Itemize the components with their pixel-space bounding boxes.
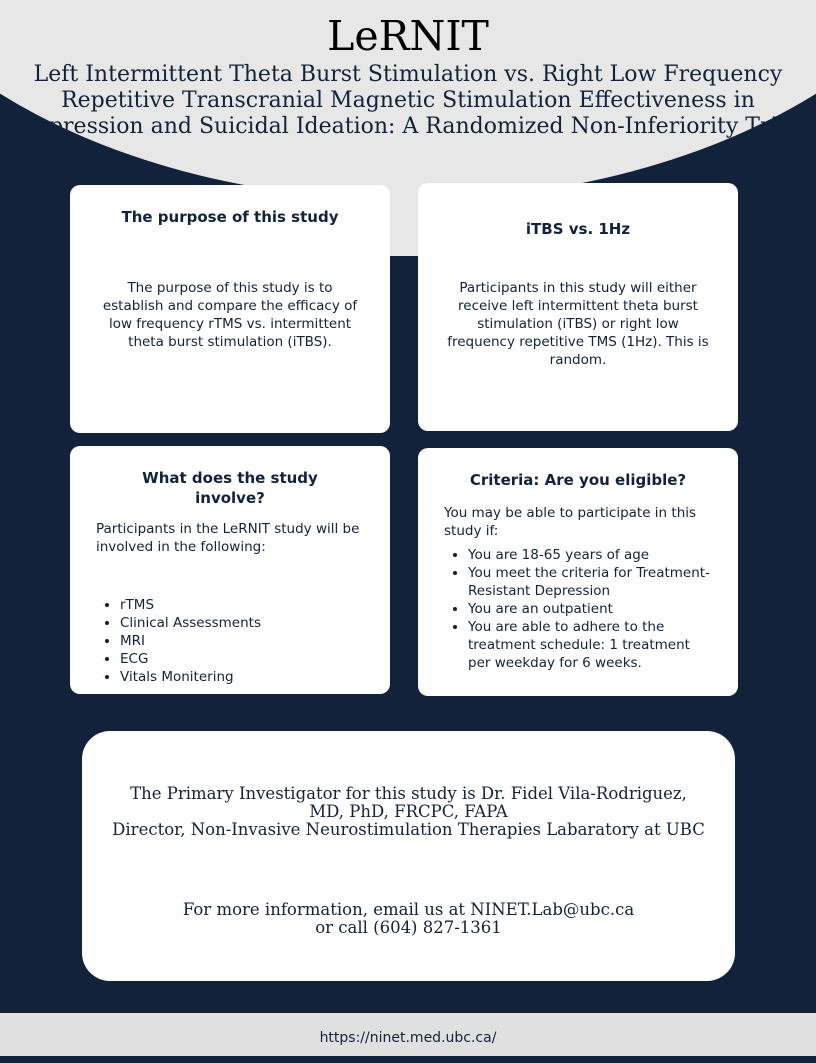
investigator-card: [82, 731, 735, 981]
contact-email-line: For more information, email us at NINET.Lab@ubc.ca: [182, 900, 635, 919]
list-item: • Vitals Monitering: [120, 668, 364, 686]
list-item: • You are an outpatient: [468, 600, 712, 618]
header: [0, 12, 816, 140]
criteria-intro: You may be able to participate in this study if:: [444, 505, 697, 539]
involvement-intro: Participants in the LeRNIT study will be involved in the following:: [96, 521, 360, 555]
contact-block: [112, 901, 705, 937]
list-item: • MRI: [120, 632, 364, 650]
header-background-extension: [390, 180, 418, 256]
website-link[interactable]: https://ninet.med.ubc.ca/: [319, 1030, 497, 1046]
itbs-heading: iTBS vs. 1Hz: [525, 220, 631, 238]
criteria-list: [444, 546, 712, 672]
criteria-heading: Criteria: Are you eligible?: [469, 471, 687, 489]
itbs-text: Participants in this study will either receive left intermittent theta burst stimulation (iTBS) or right low frequency repetitive TMS (1Hz). This is random.: [447, 280, 709, 368]
study-full-title: Left Intermittent Theta Burst Stimulation vs. Right Low Frequency Repetitive Transcranial Magnetic Stimulation Effectiveness in Depression and Suicidal Ideation: A Randomized Non-Inferiority Trial: [18, 62, 798, 139]
list-item: • Clinical Assessments: [120, 614, 364, 632]
involvement-heading: What does the study involve?: [142, 469, 318, 507]
investigator-block: [112, 785, 705, 839]
footer: [0, 1013, 816, 1056]
purpose-heading: The purpose of this study: [121, 208, 339, 226]
page-title: LeRNIT: [327, 12, 489, 60]
involvement-list: [96, 596, 364, 686]
list-item: • ECG: [120, 650, 364, 668]
list-item: • You are 18-65 years of age: [468, 546, 712, 564]
list-item: • You meet the criteria for Treatment-Resistant Depression: [468, 564, 712, 600]
investigator-name: The Primary Investigator for this study is Dr. Fidel Vila-Rodriguez, MD, PhD, FRCPC, FAPA: [130, 784, 687, 821]
purpose-text: The purpose of this study is to establish and compare the efficacy of low frequency rTMS vs. intermittent theta burst stimulation (iTBS).: [102, 280, 358, 350]
contact-phone-line: or call (604) 827-1361: [315, 918, 502, 937]
list-item: • rTMS: [120, 596, 364, 614]
list-item: • You are able to adhere to the treatment schedule: 1 treatment per weekday for 6 weeks.: [468, 618, 712, 672]
involvement-card: [70, 446, 390, 694]
itbs-card: [418, 183, 738, 431]
criteria-card: [418, 448, 738, 696]
purpose-card: [70, 185, 390, 433]
investigator-role: Director, Non-Invasive Neurostimulation Therapies Labaratory at UBC: [112, 820, 705, 839]
